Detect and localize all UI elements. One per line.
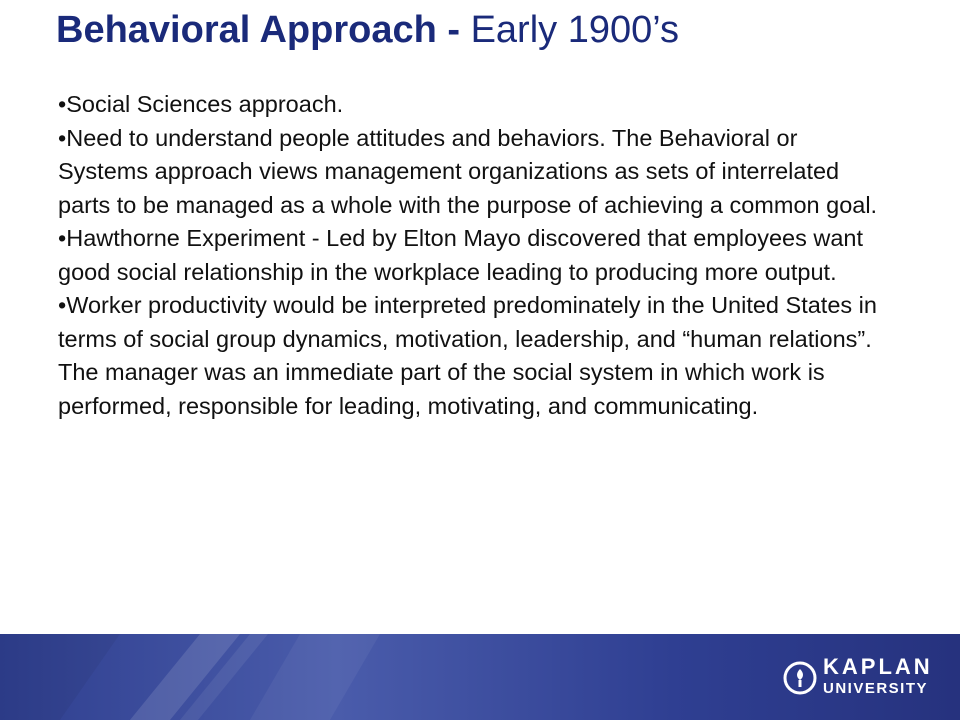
slide-title-sub: Early 1900’s: [470, 9, 680, 51]
kaplan-emblem-icon: [783, 661, 817, 695]
bullet-item: •Need to understand people attitudes and behaviors. The Behavioral or Systems approach views management organizations as sets of interrelated parts to be managed as a whole with the purpose of achieving a common goal.: [58, 124, 878, 218]
kaplan-university-logo: [783, 650, 953, 708]
logo-text-university: UNIVERSITY: [823, 680, 929, 697]
footer-band: [0, 634, 960, 720]
slide-title-main: Behavioral Approach -: [56, 9, 471, 51]
logo-text-kaplan: KAPLAN: [823, 654, 933, 679]
slide-body: [58, 88, 878, 423]
bullet-item: •Worker productivity would be interpreted predominately in the United States in terms of social group dynamics, motivation, leadership, and “human relations”. The manager was an immediate part of the social system in which work is performed, responsible for leading, motivating, and communicating.: [58, 292, 877, 419]
bullet-item: •Hawthorne Experiment - Led by Elton Mayo discovered that employees want good social relationship in the workplace leading to producing more output.: [58, 225, 864, 285]
bullet-item: •Social Sciences approach.: [58, 91, 344, 117]
slide-title: [56, 8, 679, 54]
